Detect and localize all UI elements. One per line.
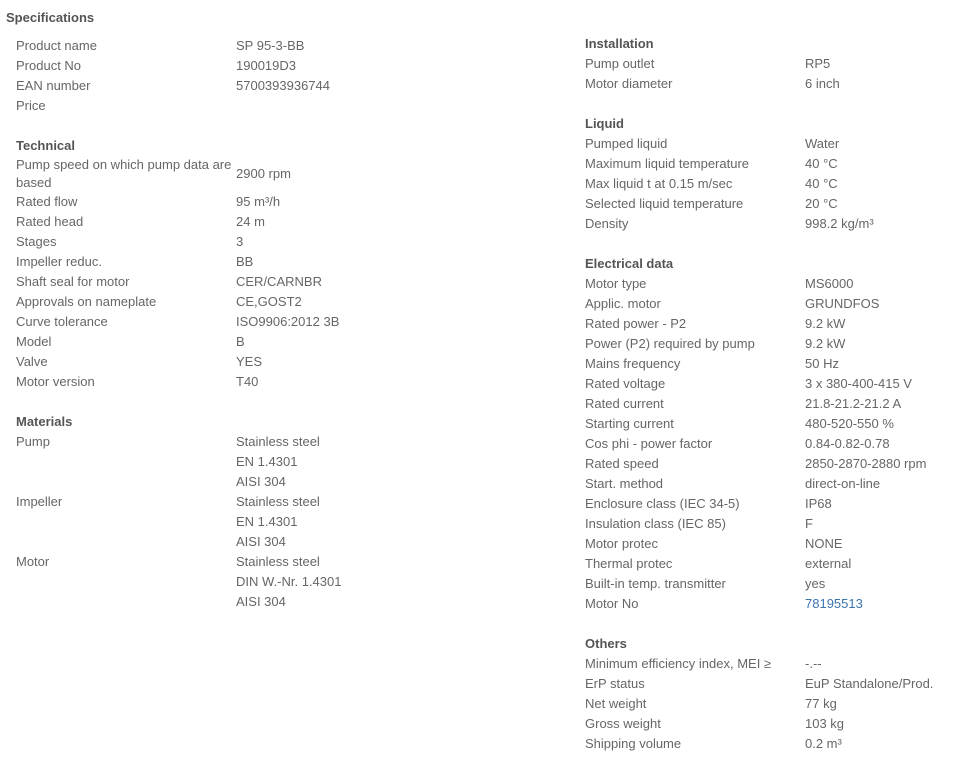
spec-value: 9.2 kW: [805, 336, 846, 351]
section-general: [16, 36, 561, 116]
spec-label: Enclosure class (IEC 34-5): [585, 496, 740, 511]
spec-label: Built-in temp. transmitter: [585, 576, 726, 591]
spec-value: 2850-2870-2880 rpm: [805, 456, 927, 471]
spec-label: Cos phi - power factor: [585, 436, 713, 451]
spec-label: Thermal protec: [585, 556, 673, 571]
spec-label: Max liquid t at 0.15 m/sec: [585, 176, 733, 191]
spec-label: Approvals on nameplate: [16, 294, 157, 309]
motor-number-link[interactable]: 78195513: [805, 596, 863, 611]
section-liquid: [585, 114, 955, 234]
spec-row: [585, 414, 955, 434]
left-column: [16, 36, 561, 632]
spec-row: [585, 554, 955, 574]
spec-label: Motor: [16, 554, 50, 569]
spec-label: Curve tolerance: [16, 314, 108, 329]
spec-value: 9.2 kW: [805, 316, 846, 331]
section-materials: [16, 412, 561, 612]
spec-row: [585, 574, 955, 594]
spec-row: [585, 154, 955, 174]
spec-value: 2900 rpm: [236, 166, 291, 181]
spec-value: 3 x 380-400-415 V: [805, 376, 912, 391]
spec-value-line: AISI 304: [236, 534, 286, 549]
spec-label: Rated head: [16, 214, 84, 229]
spec-row: [585, 274, 955, 294]
spec-value-line: Stainless steel: [236, 554, 320, 569]
spec-label: Net weight: [585, 696, 647, 711]
spec-row: [585, 454, 955, 474]
spec-row: [16, 492, 561, 552]
spec-label: Shaft seal for motor: [16, 274, 130, 289]
spec-value: EuP Standalone/Prod.: [805, 676, 934, 691]
spec-row: [585, 174, 955, 194]
spec-label: Rated flow: [16, 194, 78, 209]
page-title: Specifications: [6, 10, 95, 25]
spec-value: 103 kg: [805, 716, 845, 731]
spec-value: [236, 492, 320, 552]
spec-label: Price: [16, 98, 46, 113]
spec-label: Rated current: [585, 396, 664, 411]
spec-label: Mains frequency: [585, 356, 681, 371]
spec-row: [585, 54, 955, 74]
spec-row: [585, 374, 955, 394]
spec-row: [16, 292, 561, 312]
spec-label: Rated voltage: [585, 376, 666, 391]
spec-row: [585, 594, 955, 614]
section-others: [585, 634, 955, 754]
spec-row: [585, 214, 955, 234]
spec-value: 6 inch: [805, 76, 840, 91]
spec-label: Rated speed: [585, 456, 659, 471]
spec-row: [585, 674, 955, 694]
section-installation: [585, 34, 955, 94]
spec-label: Impeller: [16, 494, 63, 509]
spec-label: Valve: [16, 354, 48, 369]
spec-value: yes: [805, 576, 826, 591]
spec-value: [236, 432, 320, 492]
spec-value: CER/CARNBR: [236, 274, 322, 289]
spec-label: Minimum efficiency index, MEI ≥: [585, 656, 772, 671]
spec-value: 77 kg: [805, 696, 837, 711]
spec-label: Maximum liquid temperature: [585, 156, 750, 171]
spec-value: 20 °C: [805, 196, 838, 211]
spec-value: NONE: [805, 536, 843, 551]
spec-label: Stages: [16, 234, 57, 249]
spec-label: Power (P2) required by pump: [585, 336, 755, 351]
spec-value: [236, 552, 341, 612]
section-title: Materials: [16, 414, 73, 429]
spec-row: [585, 394, 955, 414]
spec-row: [16, 352, 561, 372]
spec-value: 21.8-21.2-21.2 A: [805, 396, 902, 411]
spec-value-line: EN 1.4301: [236, 454, 298, 469]
spec-value: ISO9906:2012 3B: [236, 314, 340, 329]
spec-value: 998.2 kg/m³: [805, 216, 874, 231]
spec-label: Motor protec: [585, 536, 658, 551]
spec-row: [16, 192, 561, 212]
spec-row: [585, 294, 955, 314]
spec-label: Product No: [16, 58, 82, 73]
spec-label: ErP status: [585, 676, 645, 691]
spec-value: CE,GOST2: [236, 294, 302, 309]
section-title: Others: [585, 636, 627, 651]
spec-value: 5700393936744: [236, 78, 330, 93]
spec-row: [585, 314, 955, 334]
spec-label: Selected liquid temperature: [585, 196, 744, 211]
spec-label: Motor version: [16, 374, 95, 389]
spec-row: [16, 312, 561, 332]
spec-value: SP 95-3-BB: [236, 38, 305, 53]
spec-label: Gross weight: [585, 716, 661, 731]
section-title: Electrical data: [585, 256, 674, 271]
spec-label: Insulation class (IEC 85): [585, 516, 726, 531]
spec-value: 40 °C: [805, 176, 838, 191]
spec-row: [585, 474, 955, 494]
spec-row: [16, 76, 561, 96]
spec-label: Pumped liquid: [585, 136, 668, 151]
spec-label: EAN number: [16, 78, 91, 93]
section-electrical-data: [585, 254, 955, 614]
spec-label: Start. method: [585, 476, 664, 491]
spec-label: Motor No: [585, 596, 639, 611]
spec-row: [16, 432, 561, 492]
spec-value: 24 m: [236, 214, 265, 229]
spec-row: [585, 434, 955, 454]
spec-value: 0.84-0.82-0.78: [805, 436, 890, 451]
spec-label: Rated power - P2: [585, 316, 687, 331]
spec-row: [585, 194, 955, 214]
spec-row: [16, 332, 561, 352]
spec-row: [16, 56, 561, 76]
spec-value-line: Stainless steel: [236, 494, 320, 509]
spec-value: direct-on-line: [805, 476, 881, 491]
spec-value: external: [805, 556, 852, 571]
spec-value-line: EN 1.4301: [236, 514, 298, 529]
spec-row: [585, 354, 955, 374]
spec-label: Impeller reduc.: [16, 254, 102, 269]
spec-label: Product name: [16, 38, 97, 53]
spec-value-line: Stainless steel: [236, 434, 320, 449]
spec-value-line: DIN W.-Nr. 1.4301: [236, 574, 342, 589]
spec-row: [16, 552, 561, 612]
spec-value: -.--: [805, 656, 822, 671]
right-column: [585, 34, 955, 774]
spec-row: [16, 212, 561, 232]
spec-row: [585, 534, 955, 554]
spec-value: MS6000: [805, 276, 854, 291]
spec-value: 190019D3: [236, 58, 296, 73]
spec-row: [16, 156, 561, 192]
spec-row: [16, 252, 561, 272]
spec-label: Motor diameter: [585, 76, 673, 91]
spec-label: Applic. motor: [585, 296, 661, 311]
spec-label: Motor type: [585, 276, 647, 291]
spec-row: [585, 714, 955, 734]
section-title: Technical: [16, 138, 76, 153]
section-title: Installation: [585, 36, 654, 51]
spec-row: [16, 96, 561, 116]
spec-row: [585, 734, 955, 754]
spec-label: Pump speed on which pump data are based: [16, 157, 232, 190]
spec-value: 95 m³/h: [236, 194, 281, 209]
spec-row: [585, 74, 955, 94]
spec-row: [16, 232, 561, 252]
spec-value-line: AISI 304: [236, 594, 286, 609]
spec-value: B: [236, 334, 245, 349]
spec-label: Shipping volume: [585, 736, 682, 751]
spec-value: 480-520-550 %: [805, 416, 894, 431]
spec-value-line: AISI 304: [236, 474, 286, 489]
spec-row: [585, 334, 955, 354]
spec-row: [585, 134, 955, 154]
spec-row: [585, 514, 955, 534]
spec-value: 40 °C: [805, 156, 838, 171]
spec-value: BB: [236, 254, 254, 269]
spec-value: 3: [236, 234, 244, 249]
spec-label: Pump: [16, 434, 50, 449]
spec-value: IP68: [805, 496, 832, 511]
section-title: Liquid: [585, 116, 624, 131]
spec-value: Water: [805, 136, 840, 151]
spec-value: F: [805, 516, 813, 531]
spec-row: [585, 694, 955, 714]
spec-label: Starting current: [585, 416, 674, 431]
spec-value: 50 Hz: [805, 356, 839, 371]
spec-label: Pump outlet: [585, 56, 655, 71]
spec-value: GRUNDFOS: [805, 296, 880, 311]
spec-value: T40: [236, 374, 259, 389]
spec-row: [16, 36, 561, 56]
spec-label: Model: [16, 334, 52, 349]
spec-row: [585, 494, 955, 514]
spec-label: Density: [585, 216, 629, 231]
spec-row: [16, 372, 561, 392]
spec-value: 0.2 m³: [805, 736, 842, 751]
spec-row: [16, 272, 561, 292]
spec-row: [585, 654, 955, 674]
spec-value: RP5: [805, 56, 831, 71]
section-technical: [16, 136, 561, 392]
spec-value: YES: [236, 354, 263, 369]
